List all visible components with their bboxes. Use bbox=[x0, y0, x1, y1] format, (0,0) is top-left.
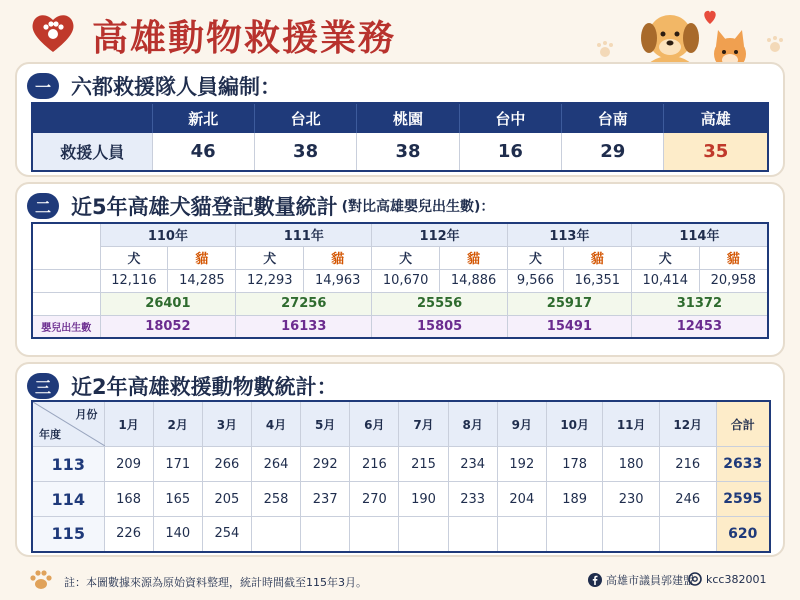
dog-header: 犬 bbox=[631, 246, 699, 269]
pet-total: 25917 bbox=[508, 292, 632, 315]
month-header: 7月 bbox=[399, 401, 448, 447]
section-number-badge: 一 bbox=[27, 73, 59, 99]
month-value: 264 bbox=[251, 447, 300, 482]
month-value: 230 bbox=[603, 482, 660, 517]
month-value bbox=[448, 517, 497, 552]
facebook-link[interactable] bbox=[588, 572, 694, 588]
dog-count: 10,414 bbox=[631, 269, 699, 292]
city-header: 新北 bbox=[152, 103, 254, 133]
table-corner bbox=[32, 223, 100, 269]
month-header: 12月 bbox=[659, 401, 716, 447]
year-total: 620 bbox=[716, 517, 770, 552]
month-value: 168 bbox=[104, 482, 153, 517]
birth-count: 12453 bbox=[631, 315, 768, 338]
year-cell: 114 bbox=[32, 482, 104, 517]
threads-icon bbox=[688, 572, 702, 586]
section-title: 近2年高雄救援動物數統計： bbox=[71, 375, 338, 399]
month-value: 189 bbox=[546, 482, 603, 517]
month-value bbox=[603, 517, 660, 552]
rescue-table bbox=[31, 400, 771, 553]
row-label: 救援人員 bbox=[32, 133, 152, 171]
month-header: 2月 bbox=[153, 401, 202, 447]
footer bbox=[0, 562, 800, 600]
month-header: 6月 bbox=[350, 401, 399, 447]
total-header: 合計 bbox=[716, 401, 770, 447]
dog-count: 10,670 bbox=[372, 269, 440, 292]
paw-icon bbox=[28, 568, 54, 592]
city-header: 桃園 bbox=[357, 103, 459, 133]
month-value: 270 bbox=[350, 482, 399, 517]
cat-count: 16,351 bbox=[563, 269, 631, 292]
month-value bbox=[399, 517, 448, 552]
blank-cell bbox=[32, 269, 100, 292]
dog-count: 12,293 bbox=[236, 269, 304, 292]
table-corner bbox=[32, 401, 104, 447]
corner-month-label: 月份 bbox=[75, 408, 98, 421]
month-value: 171 bbox=[153, 447, 202, 482]
city-header: 台中 bbox=[459, 103, 561, 133]
staff-count: 46 bbox=[152, 133, 254, 171]
dog-count: 9,566 bbox=[508, 269, 564, 292]
dog-header: 犬 bbox=[508, 246, 564, 269]
header bbox=[0, 0, 800, 62]
month-value: 226 bbox=[104, 517, 153, 552]
month-value bbox=[251, 517, 300, 552]
section-pet-registration bbox=[15, 182, 785, 357]
registration-table bbox=[31, 222, 769, 339]
month-value: 237 bbox=[301, 482, 350, 517]
month-header: 5月 bbox=[301, 401, 350, 447]
month-value: 246 bbox=[659, 482, 716, 517]
month-value: 165 bbox=[153, 482, 202, 517]
pet-total: 27256 bbox=[236, 292, 372, 315]
section-title: 六都救援隊人員編制： bbox=[71, 75, 281, 99]
city-header: 台北 bbox=[254, 103, 356, 133]
pet-total: 26401 bbox=[100, 292, 236, 315]
section-rescue-stats bbox=[15, 362, 785, 557]
month-header: 4月 bbox=[251, 401, 300, 447]
year-cell: 113 bbox=[32, 447, 104, 482]
birth-count: 16133 bbox=[236, 315, 372, 338]
month-header: 10月 bbox=[546, 401, 603, 447]
year-cell: 115 bbox=[32, 517, 104, 552]
cat-count: 14,285 bbox=[168, 269, 236, 292]
month-value bbox=[659, 517, 716, 552]
dog-header: 犬 bbox=[372, 246, 440, 269]
month-header: 11月 bbox=[603, 401, 660, 447]
cat-header: 貓 bbox=[168, 246, 236, 269]
threads-label: kcc382001 bbox=[706, 572, 767, 586]
staff-count: 29 bbox=[562, 133, 664, 171]
month-value: 215 bbox=[399, 447, 448, 482]
birth-count: 18052 bbox=[100, 315, 236, 338]
month-value: 180 bbox=[603, 447, 660, 482]
month-value bbox=[350, 517, 399, 552]
pet-total: 31372 bbox=[631, 292, 768, 315]
section-title: 近5年高雄犬貓登記數量統計 bbox=[71, 195, 338, 219]
year-total: 2633 bbox=[716, 447, 770, 482]
month-header: 9月 bbox=[497, 401, 546, 447]
dog-header: 犬 bbox=[236, 246, 304, 269]
cat-header: 貓 bbox=[440, 246, 508, 269]
section-number-badge: 二 bbox=[27, 193, 59, 219]
source-note: 註：本圖數據來源為原始資料整理，統計時間截至115年3月。 bbox=[64, 576, 367, 589]
facebook-icon bbox=[588, 573, 602, 587]
corner-year-label: 年度 bbox=[39, 428, 61, 441]
month-value: 140 bbox=[153, 517, 202, 552]
cat-header: 貓 bbox=[304, 246, 372, 269]
month-value: 209 bbox=[104, 447, 153, 482]
staff-count: 38 bbox=[357, 133, 459, 171]
month-header: 1月 bbox=[104, 401, 153, 447]
month-value: 254 bbox=[202, 517, 251, 552]
cat-header: 貓 bbox=[699, 246, 768, 269]
year-header: 112年 bbox=[372, 223, 508, 246]
month-value: 234 bbox=[448, 447, 497, 482]
month-value bbox=[546, 517, 603, 552]
year-total: 2595 bbox=[716, 482, 770, 517]
birth-count: 15805 bbox=[372, 315, 508, 338]
staff-table bbox=[31, 102, 769, 172]
table-corner bbox=[32, 103, 152, 133]
month-value: 266 bbox=[202, 447, 251, 482]
month-header: 8月 bbox=[448, 401, 497, 447]
month-value: 216 bbox=[659, 447, 716, 482]
year-header: 111年 bbox=[236, 223, 372, 246]
cat-count: 20,958 bbox=[699, 269, 768, 292]
city-header: 台南 bbox=[562, 103, 664, 133]
month-value: 258 bbox=[251, 482, 300, 517]
month-value: 190 bbox=[399, 482, 448, 517]
pet-total: 25556 bbox=[372, 292, 508, 315]
city-header: 高雄 bbox=[664, 103, 768, 133]
month-value: 204 bbox=[497, 482, 546, 517]
year-header: 114年 bbox=[631, 223, 768, 246]
month-value bbox=[497, 517, 546, 552]
threads-link[interactable] bbox=[688, 572, 766, 586]
blank-cell bbox=[32, 292, 100, 315]
section-number-badge: 三 bbox=[27, 373, 59, 399]
month-value: 292 bbox=[301, 447, 350, 482]
heart-paw-icon bbox=[30, 12, 76, 54]
section-rescue-staff bbox=[15, 62, 785, 177]
cat-header: 貓 bbox=[563, 246, 631, 269]
birth-label: 嬰兒出生數 bbox=[32, 315, 100, 338]
year-header: 113年 bbox=[508, 223, 632, 246]
cat-count: 14,886 bbox=[440, 269, 508, 292]
month-value: 205 bbox=[202, 482, 251, 517]
month-value: 192 bbox=[497, 447, 546, 482]
birth-count: 15491 bbox=[508, 315, 632, 338]
month-value: 233 bbox=[448, 482, 497, 517]
year-header: 110年 bbox=[100, 223, 236, 246]
section-subtitle: (對比高雄嬰兒出生數)： bbox=[341, 199, 495, 215]
month-value bbox=[301, 517, 350, 552]
staff-count-kaohsiung: 35 bbox=[664, 133, 768, 171]
staff-count: 16 bbox=[459, 133, 561, 171]
month-header: 3月 bbox=[202, 401, 251, 447]
month-value: 216 bbox=[350, 447, 399, 482]
dog-count: 12,116 bbox=[100, 269, 168, 292]
facebook-label: 高雄市議員郭建盟 bbox=[606, 574, 694, 587]
dog-header: 犬 bbox=[100, 246, 168, 269]
month-value: 178 bbox=[546, 447, 603, 482]
staff-count: 38 bbox=[254, 133, 356, 171]
cat-count: 14,963 bbox=[304, 269, 372, 292]
page-title: 高雄動物救援業務 bbox=[92, 18, 397, 59]
